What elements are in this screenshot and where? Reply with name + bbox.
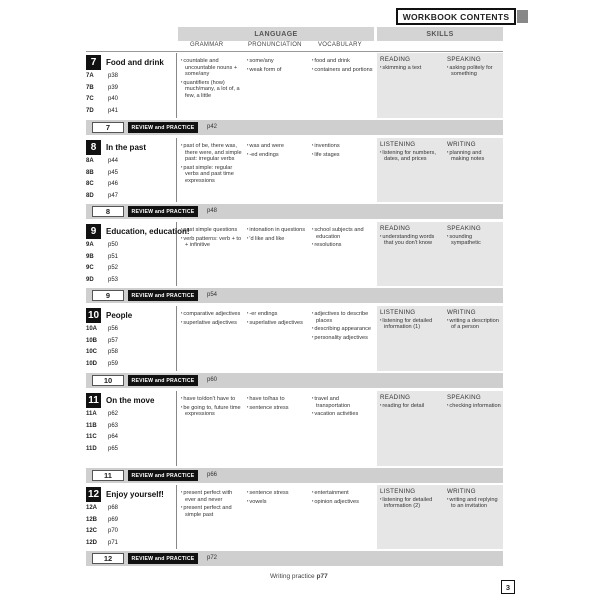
lesson-code: 8A	[86, 158, 94, 164]
pronunciation-column-item: ▪ -ed endings	[247, 151, 309, 159]
grammar-column	[181, 226, 243, 250]
column-divider	[176, 138, 177, 202]
review-unit-number: 8	[92, 206, 124, 217]
lesson-page: p41	[108, 107, 119, 114]
header-rule	[86, 51, 503, 52]
grammar-column	[181, 57, 243, 101]
pronunciation-column	[247, 142, 309, 159]
lesson-page: p69	[108, 516, 119, 523]
lesson-page: p38	[108, 73, 119, 79]
review-practice-label: REVIEW and PRACTICE	[128, 375, 198, 386]
vocabulary-column	[312, 142, 374, 159]
skill-column-2	[447, 226, 501, 248]
skill-column-2-heading: WRITING	[447, 488, 476, 495]
lesson-row	[86, 434, 118, 440]
lesson-code: 7D	[86, 107, 94, 114]
unit-number-badge: 8	[86, 140, 101, 155]
grammar-column-item: ▪ past of be, there was, there were, and simple past: irregular verbs	[181, 142, 243, 163]
skill-column-2	[447, 310, 501, 332]
pronunciation-column-item: ▪ sentence stress	[247, 404, 309, 412]
lesson-row	[86, 505, 118, 511]
skill-column-1-item: ▪ understanding words that you don't know	[380, 233, 442, 247]
column-divider	[176, 485, 177, 549]
skill-column-1	[380, 395, 442, 410]
lesson-row	[86, 411, 118, 417]
column-divider	[176, 391, 177, 466]
unit-number-badge: 12	[87, 489, 100, 500]
lesson-page: p50	[108, 242, 119, 248]
vocabulary-column-item: ▪ inventions	[312, 142, 374, 150]
lesson-page: p59	[108, 360, 119, 367]
skill-column-1-heading: LISTENING	[380, 488, 416, 495]
pronunciation-column-item: ▪ -er endings	[247, 310, 309, 318]
grammar-column-item: ▪ have to/don't have to	[181, 395, 243, 403]
lesson-row	[86, 254, 118, 260]
lesson-page: p58	[108, 349, 119, 355]
unit-title: Education, education!	[106, 227, 190, 236]
pronunciation-column	[247, 310, 309, 327]
skill-column-2-item: ▪ sounding sympathetic	[447, 233, 501, 247]
vocabulary-column-item: ▪ entertainment	[312, 489, 374, 497]
skill-column-1-item: ▪ listening for numbers, dates, and prices	[380, 149, 442, 163]
lesson-row	[86, 540, 118, 546]
skill-column-1-heading: LISTENING	[380, 309, 416, 316]
lesson-page: p44	[108, 158, 119, 164]
pronunciation-column	[247, 226, 309, 243]
lesson-row	[86, 96, 118, 102]
lesson-code: 11B	[86, 422, 97, 429]
lesson-row	[86, 108, 118, 114]
pronunciation-column	[247, 395, 309, 412]
lesson-row	[86, 265, 118, 271]
vocabulary-column-item: ▪ adjectives to describe places	[312, 310, 374, 324]
vocabulary-column-item: ▪ resolutions	[312, 241, 374, 249]
pronunciation-column-item: ▪ some/any	[247, 57, 309, 65]
lesson-code: 11A	[86, 411, 97, 417]
lesson-code: 10B	[86, 337, 98, 344]
lesson-page: p40	[108, 96, 119, 102]
vocabulary-header: VOCABULARY	[318, 42, 362, 48]
grammar-header: GRAMMAR	[190, 42, 224, 48]
skill-column-1-item: ▪ skimming a text	[380, 64, 442, 72]
workbook-contents-title: WORKBOOK CONTENTS	[396, 8, 516, 25]
vocabulary-column-item: ▪ food and drink	[312, 57, 374, 65]
lesson-code: 8C	[86, 181, 94, 187]
skill-column-2-heading: WRITING	[447, 309, 476, 316]
lesson-page: p53	[108, 276, 119, 283]
grammar-column	[181, 489, 243, 519]
lesson-row	[86, 73, 118, 79]
lesson-page: p64	[108, 434, 119, 440]
grammar-column-item: ▪ past simple: regular verbs and past time expressions	[181, 164, 243, 185]
lesson-page: p65	[108, 445, 119, 452]
pronunciation-column-item: ▪ was and were	[247, 142, 309, 150]
lesson-row	[86, 277, 118, 283]
vocabulary-column	[312, 226, 374, 250]
skill-column-1-heading: READING	[380, 394, 411, 401]
lesson-code: 12D	[86, 539, 98, 546]
vocabulary-column-item: ▪ describing appearance	[312, 325, 374, 333]
lesson-code: 10C	[86, 349, 98, 355]
skill-column-1-item: ▪ reading for detail	[380, 402, 442, 410]
lesson-row	[86, 361, 118, 367]
column-divider	[176, 53, 177, 118]
skill-column-1-heading: READING	[380, 225, 411, 232]
lesson-row	[86, 423, 118, 429]
pronunciation-column-item: ▪ 'd like and like	[247, 235, 309, 243]
skill-column-1-heading: READING	[380, 56, 411, 63]
review-practice-label: REVIEW and PRACTICE	[128, 290, 198, 301]
lesson-code: 7C	[86, 96, 94, 102]
lesson-row	[86, 193, 118, 199]
lesson-row	[86, 517, 118, 523]
pronunciation-column	[247, 57, 309, 74]
review-unit-number: 11	[92, 470, 124, 481]
vocabulary-column-item: ▪ travel and transportation	[312, 395, 374, 409]
review-practice-label: REVIEW and PRACTICE	[128, 553, 198, 564]
lesson-page: p39	[108, 84, 119, 91]
grammar-column-item: ▪ be going to, future time expressions	[181, 404, 243, 418]
column-divider	[176, 306, 177, 371]
review-unit-number: 9	[92, 290, 124, 301]
pronunciation-column-item: ▪ sentence stress	[247, 489, 309, 497]
lesson-page: p56	[108, 326, 119, 332]
lesson-page: p47	[108, 192, 119, 199]
lesson-code: 9B	[86, 253, 94, 260]
skill-column-2	[447, 57, 501, 79]
lesson-code: 11C	[86, 434, 97, 440]
review-page: p54	[207, 292, 218, 298]
vocabulary-column-item: ▪ school subjects and education	[312, 226, 374, 240]
lesson-row	[86, 158, 118, 164]
skill-column-2-heading: WRITING	[447, 141, 476, 148]
skills-header: SKILLS	[377, 27, 503, 41]
unit-title: In the past	[106, 143, 147, 152]
pronunciation-column-item: ▪ vowels	[247, 498, 309, 506]
lesson-page: p46	[108, 181, 119, 187]
skill-column-1	[380, 489, 442, 511]
review-unit-number: 12	[92, 553, 124, 564]
header-tab-decoration	[517, 10, 528, 23]
pronunciation-column-item: ▪ weak form of	[247, 66, 309, 74]
grammar-column-item: ▪ countable and uncountable nouns + some/any	[181, 57, 243, 78]
pronunciation-column	[247, 489, 309, 506]
skill-column-2-heading: SPEAKING	[447, 225, 482, 232]
vocabulary-column-item: ▪ containers and portions	[312, 66, 374, 74]
lesson-page: p45	[108, 169, 119, 176]
lesson-code: 10A	[86, 326, 98, 332]
review-practice-label: REVIEW and PRACTICE	[128, 470, 198, 481]
skill-column-1	[380, 310, 442, 332]
lesson-row	[86, 446, 118, 452]
pronunciation-header: PRONUNCIATION	[248, 42, 302, 48]
unit-title: Food and drink	[106, 58, 164, 67]
pronunciation-column-item: ▪ intonation in questions	[247, 226, 309, 234]
lesson-row	[86, 181, 118, 187]
lesson-code: 8B	[86, 169, 94, 176]
vocabulary-column	[312, 310, 374, 342]
lesson-row	[86, 170, 118, 176]
unit-number-badge: 9	[86, 224, 101, 239]
review-page: p42	[207, 124, 218, 130]
unit-number-badge: 7	[86, 55, 101, 70]
lesson-row	[86, 85, 118, 91]
vocabulary-column	[312, 395, 374, 419]
pronunciation-column-item: ▪ have to/has to	[247, 395, 309, 403]
lesson-row	[86, 242, 118, 248]
lesson-code: 10D	[86, 360, 98, 367]
unit-number-badge: 11	[86, 393, 101, 408]
lesson-page: p52	[108, 265, 119, 271]
lesson-code: 9D	[86, 276, 94, 283]
lesson-row	[86, 349, 118, 355]
footer-writing-practice: Writing practice p77	[270, 573, 328, 580]
grammar-column-item: ▪ past simple questions	[181, 226, 243, 234]
review-page: p60	[207, 377, 218, 383]
lesson-code: 8D	[86, 192, 94, 199]
language-header: LANGUAGE	[178, 27, 374, 41]
lesson-code: 9C	[86, 265, 94, 271]
grammar-column	[181, 310, 243, 327]
skill-column-1-item: ▪ listening for detailed information (2)	[380, 496, 442, 510]
lesson-page: p68	[108, 505, 119, 511]
grammar-column-item: ▪ present perfect and simple past	[181, 504, 243, 518]
lesson-page: p70	[108, 528, 119, 534]
vocabulary-column-item: ▪ opinion adjectives	[312, 498, 374, 506]
grammar-column-item: ▪ quantifiers (how) much/many, a lot of, a few, a little	[181, 79, 243, 100]
skill-column-2	[447, 142, 501, 164]
lesson-code: 7A	[86, 73, 94, 79]
skill-column-2-heading: SPEAKING	[447, 56, 482, 63]
vocabulary-column	[312, 489, 374, 506]
skill-column-2-item: ▪ writing a description of a person	[447, 317, 501, 331]
unit-title: Enjoy yourself!	[106, 490, 164, 499]
grammar-column-item: ▪ present perfect with ever and never	[181, 489, 243, 503]
grammar-column-item: ▪ comparative adjectives	[181, 310, 243, 318]
skill-column-2-item: ▪ planning and making notes	[447, 149, 501, 163]
skill-column-2	[447, 395, 501, 410]
unit-title: People	[106, 311, 133, 320]
vocabulary-column	[312, 57, 374, 74]
skill-column-1-item: ▪ listening for detailed information (1)	[380, 317, 442, 331]
lesson-page: p71	[108, 539, 119, 546]
vocabulary-column-item: ▪ life stages	[312, 151, 374, 159]
review-practice-label: REVIEW and PRACTICE	[128, 206, 198, 217]
lesson-code: 11D	[86, 445, 97, 452]
grammar-column-item: ▪ superlative adjectives	[181, 319, 243, 327]
grammar-column-item: ▪ verb patterns: verb + to + infinitive	[181, 235, 243, 249]
review-unit-number: 7	[92, 122, 124, 133]
skill-column-2	[447, 489, 501, 511]
skill-column-2-item: ▪ checking information	[447, 402, 501, 410]
skill-column-1	[380, 142, 442, 164]
unit-title: On the move	[106, 396, 155, 405]
lesson-row	[86, 528, 118, 534]
pronunciation-column-item: ▪ superlative adjectives	[247, 319, 309, 327]
vocabulary-column-item: ▪ personality adjectives	[312, 334, 374, 342]
skill-column-2-item: ▪ asking politely for something	[447, 64, 501, 78]
review-practice-label: REVIEW and PRACTICE	[128, 122, 198, 133]
lesson-page: p57	[108, 337, 119, 344]
skill-column-1	[380, 226, 442, 248]
lesson-code: 12C	[86, 528, 98, 534]
review-page: p72	[207, 555, 218, 561]
review-page: p66	[207, 472, 218, 478]
skill-column-2-heading: SPEAKING	[447, 394, 482, 401]
lesson-code: 12A	[86, 505, 98, 511]
review-unit-number: 10	[92, 375, 124, 386]
lesson-page: p62	[108, 411, 119, 417]
lesson-code: 7B	[86, 84, 94, 91]
skill-column-1-heading: LISTENING	[380, 141, 416, 148]
lesson-code: 9A	[86, 242, 94, 248]
skill-column-2-item: ▪ writing and replying to an invitation	[447, 496, 501, 510]
lesson-page: p63	[108, 422, 119, 429]
page-number: 3	[501, 580, 515, 594]
lesson-code: 12B	[86, 516, 98, 523]
unit-number-badge: 10	[87, 310, 100, 321]
vocabulary-column-item: ▪ vacation activities	[312, 410, 374, 418]
review-page: p48	[207, 208, 218, 214]
skill-column-1	[380, 57, 442, 72]
lesson-row	[86, 338, 118, 344]
grammar-column	[181, 395, 243, 419]
lesson-row	[86, 326, 118, 332]
lesson-page: p51	[108, 253, 119, 260]
grammar-column	[181, 142, 243, 186]
